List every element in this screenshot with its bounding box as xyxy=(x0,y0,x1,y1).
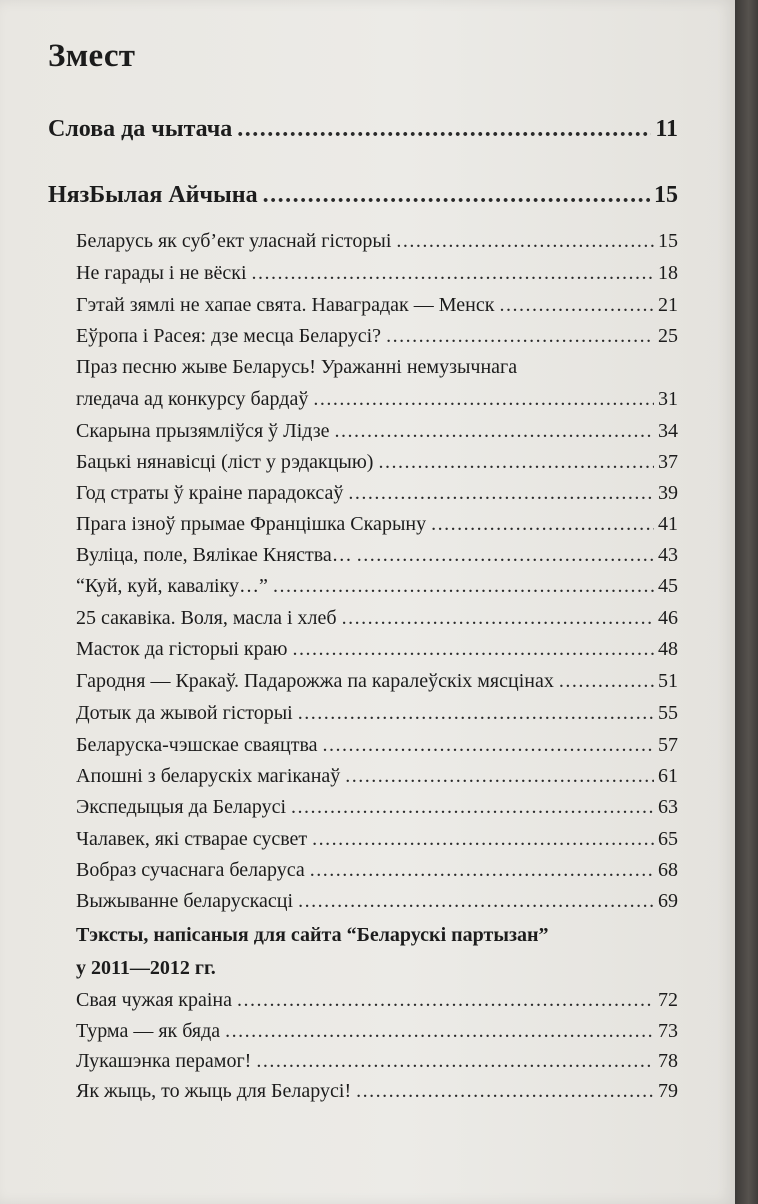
toc-entry xyxy=(76,890,678,913)
section-title: НязБылая Айчына xyxy=(48,182,258,208)
leader-dots xyxy=(431,513,654,536)
toc-entry xyxy=(76,482,678,505)
leader-dots xyxy=(225,1020,654,1043)
toc-entry xyxy=(76,734,678,757)
entry-title: Чалавек, які стварае сусвет xyxy=(76,828,308,850)
entry-title-line: Праз песню жыве Беларусь! Уражанні немузычнага xyxy=(76,356,518,378)
entry-title: Год страты ў краіне парадоксаў xyxy=(76,482,344,504)
toc-section xyxy=(48,182,678,209)
page-number: 48 xyxy=(658,638,678,660)
leader-dots xyxy=(273,575,654,598)
page-number: 15 xyxy=(658,230,678,252)
leader-dots xyxy=(263,182,650,209)
page-number: 55 xyxy=(658,702,678,724)
entry-title: Вуліца, поле, Вялікае Княства… xyxy=(76,544,352,566)
page-number: 51 xyxy=(658,670,678,692)
toc-entry xyxy=(76,294,678,317)
entry-title: Экспедыцыя да Беларусі xyxy=(76,796,287,818)
entry-title: Апошні з беларускіх магіканаў xyxy=(76,765,341,787)
toc-entry xyxy=(76,796,678,819)
leader-dots xyxy=(378,451,654,474)
page-title: Змест xyxy=(48,38,136,74)
page-number: 18 xyxy=(658,262,678,284)
entry-title: 25 сакавіка. Воля, масла і хлеб xyxy=(76,607,337,629)
toc-entry xyxy=(76,262,678,285)
entry-title: Беларуска-чэшскае сваяцтва xyxy=(76,734,318,756)
entry-title: Гэтай зямлі не хапае свята. Наваградак — Менск xyxy=(76,294,495,316)
subsection-heading: Тэксты, напісаныя для сайта “Беларускі партызан” xyxy=(76,924,549,946)
page-number: 79 xyxy=(658,1080,678,1102)
leader-dots xyxy=(292,638,654,661)
page-number: 68 xyxy=(658,859,678,881)
entry-title: “Куй, куй, каваліку…” xyxy=(76,575,268,597)
leader-dots xyxy=(312,828,654,851)
leader-dots xyxy=(345,765,654,788)
toc-entry xyxy=(76,230,678,253)
page-number: 45 xyxy=(658,575,678,597)
page-number: 21 xyxy=(658,294,678,316)
toc-entry xyxy=(76,1050,678,1073)
entry-title: Прага ізноў прымае Францішка Скарыну xyxy=(76,513,427,535)
toc-entry xyxy=(76,420,678,443)
leader-dots xyxy=(237,989,654,1012)
toc-entry xyxy=(76,1080,678,1103)
toc-entry xyxy=(76,702,678,725)
page-number: 37 xyxy=(658,451,678,473)
leader-dots xyxy=(256,1050,654,1073)
page-number: 46 xyxy=(658,607,678,629)
toc-entry xyxy=(76,575,678,598)
entry-title: гледача ад конкурсу бардаў xyxy=(76,388,309,410)
leader-dots xyxy=(357,544,654,567)
entry-title: Выжыванне беларускасці xyxy=(76,890,294,912)
toc-entry xyxy=(76,859,678,882)
page-number: 11 xyxy=(655,116,678,142)
toc-entry xyxy=(76,989,678,1012)
leader-dots xyxy=(323,734,654,757)
leader-dots xyxy=(334,420,654,443)
entry-title: Як жыць, то жыць для Беларусі! xyxy=(76,1080,352,1102)
page-number: 34 xyxy=(658,420,678,442)
toc-entry xyxy=(76,765,678,788)
toc-entry xyxy=(76,607,678,630)
toc-entry xyxy=(76,451,678,474)
leader-dots xyxy=(348,482,654,505)
toc-entry xyxy=(76,388,678,411)
page-number: 72 xyxy=(658,989,678,1011)
entry-title: Свая чужая краіна xyxy=(76,989,233,1011)
entry-title: Масток да гісторыі краю xyxy=(76,638,288,660)
page-number: 78 xyxy=(658,1050,678,1072)
entry-title: Гародня — Кракаў. Падарожжа па каралеўскіх мясцінах xyxy=(76,670,554,692)
page-number: 31 xyxy=(658,388,678,410)
page-number: 43 xyxy=(658,544,678,566)
page-number: 15 xyxy=(654,182,678,208)
leader-dots xyxy=(499,294,654,317)
toc-entry xyxy=(76,513,678,536)
entry-title: Вобраз сучаснага беларуса xyxy=(76,859,305,881)
leader-dots xyxy=(342,607,654,630)
toc-entry xyxy=(76,670,678,693)
page-number: 65 xyxy=(658,828,678,850)
toc-entry xyxy=(76,544,678,567)
page-number: 41 xyxy=(658,513,678,535)
leader-dots xyxy=(386,325,654,348)
entry-title: Бацькі нянавісці (ліст у рэдакцыю) xyxy=(76,451,374,473)
entry-title: Беларусь як суб’ект уласнай гісторыі xyxy=(76,230,392,252)
page-number: 57 xyxy=(658,734,678,756)
leader-dots xyxy=(356,1080,654,1103)
toc-entry xyxy=(76,1020,678,1043)
leader-dots xyxy=(310,859,654,882)
leader-dots xyxy=(291,796,654,819)
toc-entry xyxy=(76,638,678,661)
leader-dots xyxy=(298,890,654,913)
entry-title: Дотык да жывой гісторыі xyxy=(76,702,293,724)
book-spine-edge xyxy=(735,0,758,1204)
entry-title: Не гарады і не вёскі xyxy=(76,262,247,284)
leader-dots xyxy=(298,702,654,725)
page-number: 69 xyxy=(658,890,678,912)
leader-dots xyxy=(559,670,654,693)
page-number: 73 xyxy=(658,1020,678,1042)
subsection-heading-line2: у 2011—2012 гг. xyxy=(76,957,216,979)
leader-dots xyxy=(237,116,651,143)
page-number: 39 xyxy=(658,482,678,504)
toc-entry xyxy=(76,325,678,348)
entry-title: Лукашэнка перамог! xyxy=(76,1050,252,1072)
page-number: 25 xyxy=(658,325,678,347)
toc-section xyxy=(48,116,678,143)
toc-entry xyxy=(76,828,678,851)
leader-dots xyxy=(396,230,654,253)
entry-title: Скарына прызямліўся ў Лідзе xyxy=(76,420,330,442)
entry-title: Еўропа і Расея: дзе месца Беларусі? xyxy=(76,325,382,347)
page-number: 63 xyxy=(658,796,678,818)
entry-title: Турма — як бяда xyxy=(76,1020,221,1042)
leader-dots xyxy=(313,388,654,411)
section-title: Слова да чытача xyxy=(48,116,233,142)
leader-dots xyxy=(252,262,655,285)
page-number: 61 xyxy=(658,765,678,787)
